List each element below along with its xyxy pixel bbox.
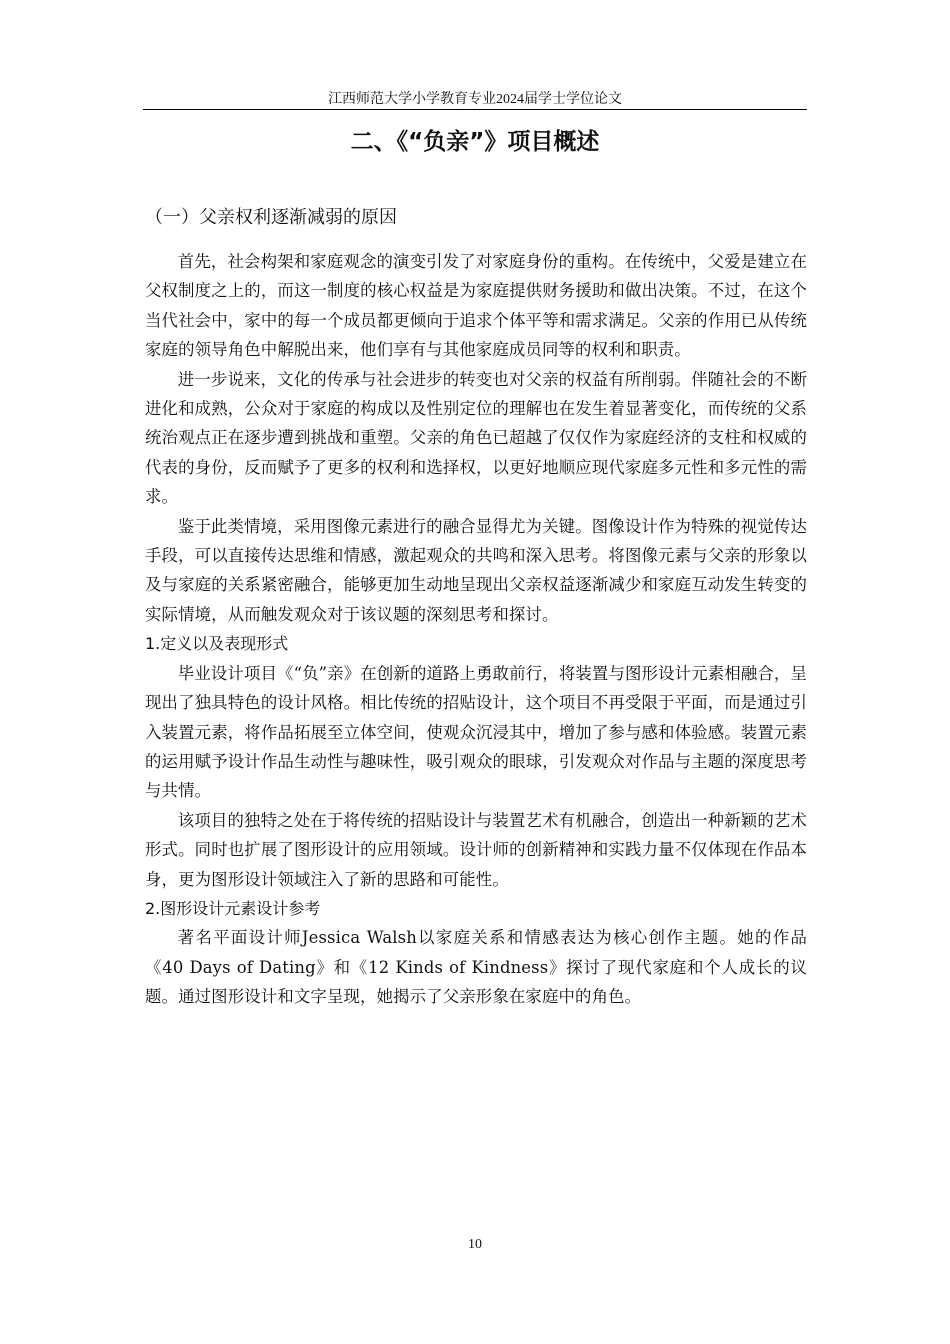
paragraph-6: 著名平面设计师Jessica Walsh以家庭关系和情感表达为核心创作主题。她的作品《40 Days of Dating》和《12 Kinds of Kindness》探讨了现代家庭和个人成长的议题。通过图形设计和文字呈现，她揭示了父亲形象在家庭中的角色。 [145,928,807,1007]
chapter-title: 二、《“负亲”》项目概述 [350,129,600,155]
paragraph-1: 首先，社会构架和家庭观念的演变引发了对家庭身份的重构。在传统中，父爱是建立在父权制度之上的，而这一制度的核心权益是为家庭提供财务援助和做出决策。不过，在这个当代社会中，家中的每一个成员都更倾向于追求个体平等和需求满足。父亲的作用已从传统家庭的领导角色中解脱出来，他们享有与其他家庭成员同等的权利和职责。 [145,252,807,360]
paragraph-4: 毕业设计项目《“负”亲》在创新的道路上勇敢前行，将装置与图形设计元素相融合，呈现出了独具特色的设计风格。相比传统的招贴设计，这个项目不再受限于平面，而是通过引入装置元素，将作品拓展至立体空间，使观众沉浸其中，增加了参与感和体验感。装置元素的运用赋予设计作品生动性与趣味性，吸引观众的眼球，引发观众对作品与主题的深度思考与共情。 [145,663,807,801]
subheading-1: 1.定义以及表现形式 [145,634,289,654]
paragraph-2: 进一步说来，文化的传承与社会进步的转变也对父亲的权益有所削弱。伴随社会的不断进化和成熟，公众对于家庭的构成以及性别定位的理解也在发生着显著变化，而传统的父系统治观点正在逐步遭到挑战和重塑。父亲的角色已超越了仅仅作为家庭经济的支柱和权威的代表的身份，反而赋予了更多的权利和选择权，以更好地顺应现代家庭多元性和多元性的需求。 [145,369,807,507]
running-header: 江西师范大学小学教育专业2024届学士学位论文 [328,92,622,107]
subheading-2: 2.图形设计元素设计参考 [145,898,321,918]
paragraph-3: 鉴于此类情境，采用图像元素进行的融合显得尤为关键。图像设计作为特殊的视觉传达手段，可以直接传达思维和情感，激起观众的共鸣和深入思考。将图像元素与父亲的形象以及与家庭的关系紧密融合，能够更加生动地呈现出父亲权益逐渐减少和家庭互动发生转变的实际情境，从而触发观众对于该议题的深刻思考和探讨。 [145,516,807,624]
paragraph-5: 该项目的独特之处在于将传统的招贴设计与装置艺术有机融合，创造出一种新颖的艺术形式。同时也扩展了图形设计的应用领域。设计师的创新精神和实践力量不仅体现在作品本身，更为图形设计领域注入了新的思路和可能性。 [145,810,807,889]
header-rule [143,109,807,110]
body-text [145,247,807,1012]
page-number: 10 [468,1237,482,1252]
section-title: （一）父亲权利逐渐减弱的原因 [145,207,397,228]
